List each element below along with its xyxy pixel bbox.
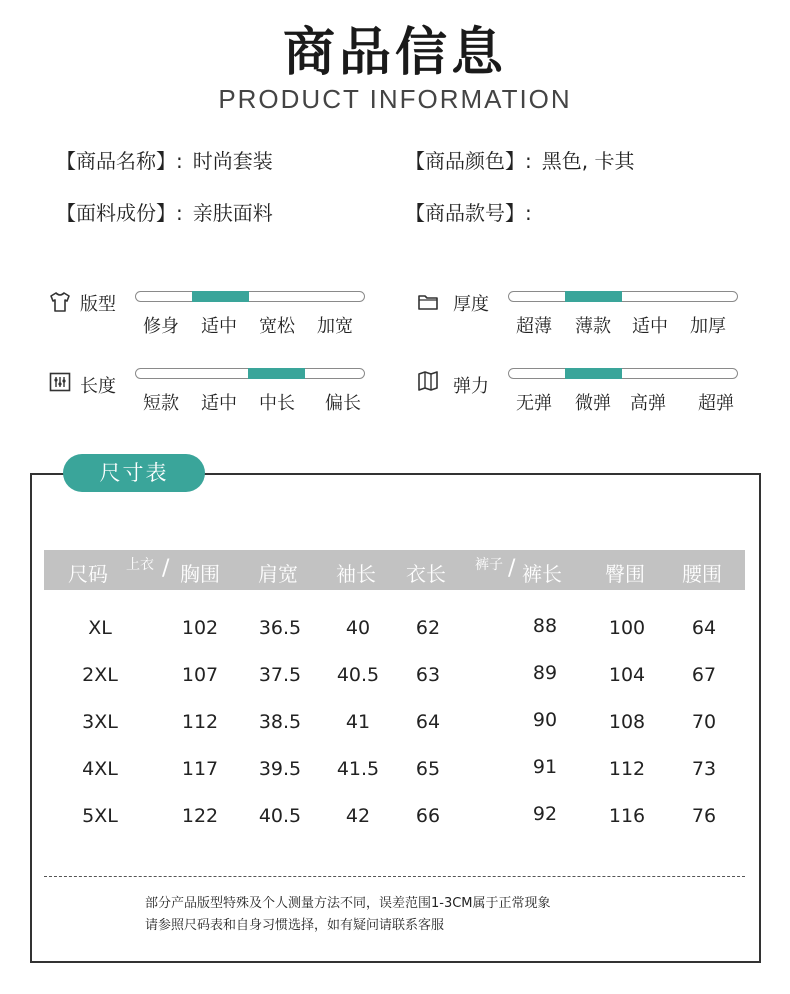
map-fold-icon bbox=[416, 369, 440, 393]
header-cell: 衣长 bbox=[406, 562, 446, 586]
sliders-icon bbox=[48, 370, 72, 394]
header-cell: 肩宽 bbox=[258, 562, 298, 586]
table-cell: 112 bbox=[608, 758, 646, 780]
table-cell: 76 bbox=[691, 805, 717, 827]
table-cell: 117 bbox=[181, 758, 219, 780]
top-group-label: 上衣 bbox=[126, 557, 154, 573]
table-cell: 41 bbox=[345, 711, 371, 733]
info-color bbox=[405, 145, 634, 174]
table-cell: 88 bbox=[532, 615, 558, 637]
table-cell: 3XL bbox=[82, 711, 118, 733]
table-cell: 65 bbox=[415, 758, 441, 780]
attr-length-option: 适中 bbox=[201, 393, 237, 414]
table-cell: 4XL bbox=[82, 758, 118, 780]
info-fabric bbox=[56, 197, 273, 226]
table-cell: 108 bbox=[608, 711, 646, 733]
table-cell: 40.5 bbox=[258, 805, 302, 827]
size-chart-title: 尺寸表 bbox=[63, 454, 205, 492]
table-cell: 67 bbox=[691, 664, 717, 686]
attr-fit-option: 修身 bbox=[143, 316, 179, 337]
size-table-header bbox=[44, 550, 745, 590]
header-cell: 裤长 bbox=[522, 562, 562, 586]
attr-elasticity-label: 弹力 bbox=[453, 376, 489, 397]
attr-thickness-option: 加厚 bbox=[690, 316, 726, 337]
header-cell: 臀围 bbox=[605, 562, 645, 586]
table-cell: 64 bbox=[691, 617, 717, 639]
header-slash: / bbox=[162, 556, 170, 581]
table-cell: 100 bbox=[608, 617, 646, 639]
attr-elasticity-option: 超弹 bbox=[698, 393, 734, 414]
table-cell: 36.5 bbox=[258, 617, 302, 639]
table-cell: 107 bbox=[181, 664, 219, 686]
info-style-no bbox=[405, 197, 542, 226]
size-note-1: 部分产品版型特殊及个人测量方法不同，误差范围1-3CM属于正常现象 bbox=[145, 896, 551, 911]
divider bbox=[44, 876, 745, 877]
header-slash: / bbox=[508, 556, 516, 581]
table-cell: 104 bbox=[608, 664, 646, 686]
page-title: 商品信息 bbox=[282, 23, 507, 83]
info-fabric-value: 亲肤面料 bbox=[192, 201, 273, 225]
info-fabric-label: 【面料成份】: bbox=[56, 201, 183, 225]
attr-elasticity-fill bbox=[565, 368, 622, 379]
attr-elasticity-scale bbox=[508, 368, 738, 379]
attr-thickness-option: 超薄 bbox=[516, 316, 552, 337]
table-cell: 64 bbox=[415, 711, 441, 733]
size-note-2: 请参照尺码表和自身习惯选择，如有疑问请联系客服 bbox=[145, 918, 445, 933]
attr-length-scale bbox=[135, 368, 365, 379]
table-cell: 39.5 bbox=[258, 758, 302, 780]
info-style-no-label: 【商品款号】: bbox=[405, 201, 532, 225]
table-cell: 89 bbox=[532, 662, 558, 684]
info-color-value: 黑色, 卡其 bbox=[541, 149, 635, 173]
attr-fit-label: 版型 bbox=[80, 294, 116, 315]
attr-length-fill bbox=[248, 368, 305, 379]
attr-length-option: 偏长 bbox=[325, 393, 361, 414]
header-cell: 腰围 bbox=[682, 562, 722, 586]
attr-thickness-label: 厚度 bbox=[453, 294, 489, 315]
table-cell: 70 bbox=[691, 711, 717, 733]
attr-thickness-fill bbox=[565, 291, 622, 302]
info-name bbox=[56, 145, 273, 174]
table-cell: 5XL bbox=[82, 805, 118, 827]
attr-fit-option: 加宽 bbox=[317, 316, 353, 337]
table-cell: 41.5 bbox=[336, 758, 380, 780]
attr-fit-option: 适中 bbox=[201, 316, 237, 337]
table-cell: 90 bbox=[532, 709, 558, 731]
table-cell: 91 bbox=[532, 756, 558, 778]
attr-thickness-option: 薄款 bbox=[575, 316, 611, 337]
table-cell: 2XL bbox=[82, 664, 118, 686]
attr-thickness-scale bbox=[508, 291, 738, 302]
info-name-value: 时尚套装 bbox=[192, 149, 273, 173]
table-cell: 73 bbox=[691, 758, 717, 780]
info-color-label: 【商品颜色】: bbox=[405, 149, 532, 173]
header-cell: 胸围 bbox=[180, 562, 220, 586]
page-subtitle: PRODUCT INFORMATION bbox=[218, 84, 572, 114]
table-cell: 38.5 bbox=[258, 711, 302, 733]
table-cell: 122 bbox=[181, 805, 219, 827]
attr-fit-fill bbox=[192, 291, 249, 302]
pants-group-label: 裤子 bbox=[475, 557, 503, 573]
info-name-label: 【商品名称】: bbox=[56, 149, 183, 173]
table-cell: 40.5 bbox=[336, 664, 380, 686]
attr-fit-option: 宽松 bbox=[259, 316, 295, 337]
table-cell: 112 bbox=[181, 711, 219, 733]
attr-elasticity-option: 无弹 bbox=[516, 393, 552, 414]
table-cell: 92 bbox=[532, 803, 558, 825]
header-cell: 袖长 bbox=[336, 562, 376, 586]
folder-icon bbox=[416, 290, 440, 314]
attr-length-label: 长度 bbox=[80, 376, 116, 397]
table-cell: 63 bbox=[415, 664, 441, 686]
table-cell: 116 bbox=[608, 805, 646, 827]
table-cell: 40 bbox=[345, 617, 371, 639]
table-cell: 62 bbox=[415, 617, 441, 639]
table-cell: 37.5 bbox=[258, 664, 302, 686]
attr-elasticity-option: 高弹 bbox=[630, 393, 666, 414]
table-cell: XL bbox=[88, 617, 112, 639]
attr-thickness-option: 适中 bbox=[632, 316, 668, 337]
attr-length-option: 中长 bbox=[259, 393, 295, 414]
attr-fit-scale bbox=[135, 291, 365, 302]
attr-length-option: 短款 bbox=[143, 393, 179, 414]
table-cell: 102 bbox=[181, 617, 219, 639]
table-cell: 42 bbox=[345, 805, 371, 827]
attr-elasticity-option: 微弹 bbox=[575, 393, 611, 414]
tshirt-icon bbox=[48, 290, 72, 314]
table-cell: 66 bbox=[415, 805, 441, 827]
header-cell: 尺码 bbox=[68, 562, 108, 586]
